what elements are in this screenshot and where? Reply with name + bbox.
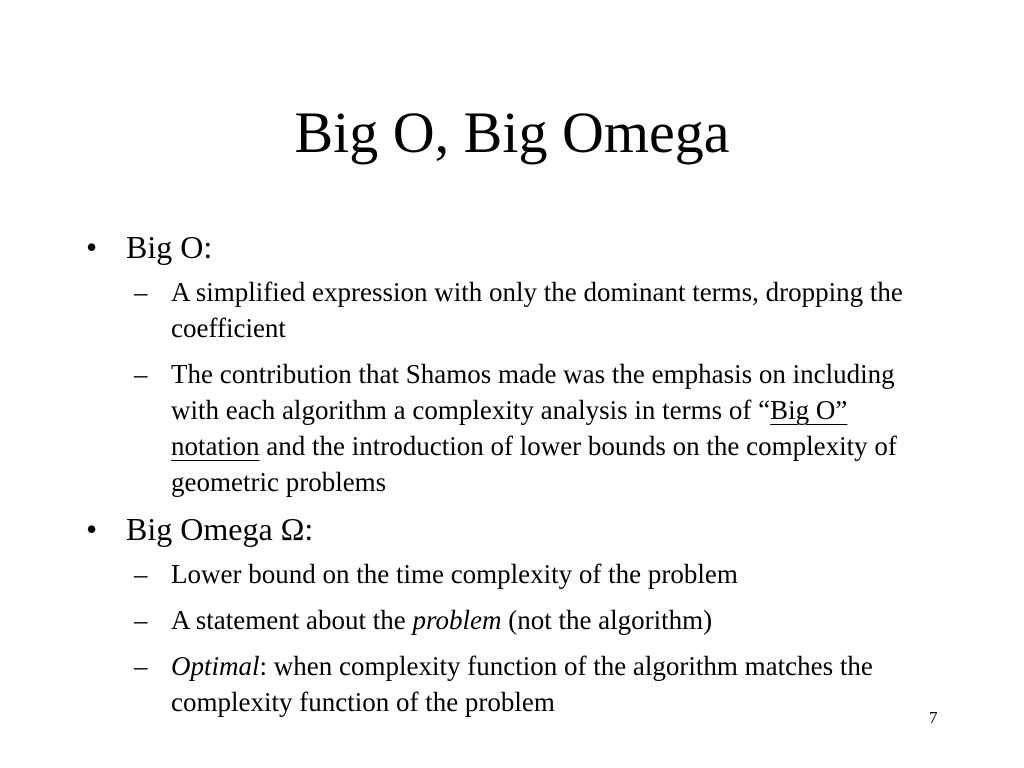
- sub-bullet-simplified-expression: [86, 274, 941, 346]
- bullet-big-o-subpoints: [86, 274, 966, 500]
- sub-bullet-optimal: [86, 648, 941, 720]
- sub-bullet-shamos-contribution: [86, 356, 941, 500]
- dash-marker: –: [134, 605, 148, 635]
- slide-title: Big O, Big Omega: [294, 100, 730, 165]
- bullet-big-o: [86, 224, 966, 270]
- page-number: 7: [929, 708, 938, 727]
- sub-bullet-text: A simplified expression with only the dominant terms, dropping the coefficient: [171, 277, 903, 343]
- sub-bullet-text-start: The contribution that Shamos made was the emphasis on including with each algorithm a complexity analysis in terms of “: [171, 359, 895, 425]
- bullet-big-omega-label: Big Omega Ω:: [126, 511, 314, 547]
- bullet-marker: •: [86, 511, 98, 547]
- bullet-marker: •: [86, 229, 98, 265]
- sub-bullet-text: Lower bound on the time complexity of the problem: [171, 559, 738, 589]
- problem-emphasis: problem: [412, 605, 502, 635]
- bullet-big-omega-subpoints: [86, 556, 966, 720]
- optimal-emphasis: Optimal: [171, 651, 260, 681]
- slide-content: [86, 224, 966, 720]
- sub-bullet-text-end: (not the algorithm): [501, 605, 713, 635]
- dash-marker: –: [134, 651, 148, 681]
- sub-bullet-lower-bound: [86, 556, 941, 592]
- dash-marker: –: [134, 559, 148, 589]
- dash-marker: –: [134, 277, 148, 307]
- sub-bullet-statement-about-problem: [86, 602, 941, 638]
- sub-bullet-text-end: : when complexity function of the algorithm matches the complexity function of the problem: [171, 651, 873, 717]
- bullet-big-omega: [86, 506, 966, 552]
- big-o-notation-link[interactable]: Big O” notation: [171, 395, 848, 461]
- sub-bullet-text-end: and the introduction of lower bounds on the complexity of geometric problems: [171, 431, 897, 497]
- dash-marker: –: [134, 359, 148, 389]
- bullet-big-o-label: Big O:: [126, 229, 213, 265]
- sub-bullet-text-start: A statement about the: [171, 605, 413, 635]
